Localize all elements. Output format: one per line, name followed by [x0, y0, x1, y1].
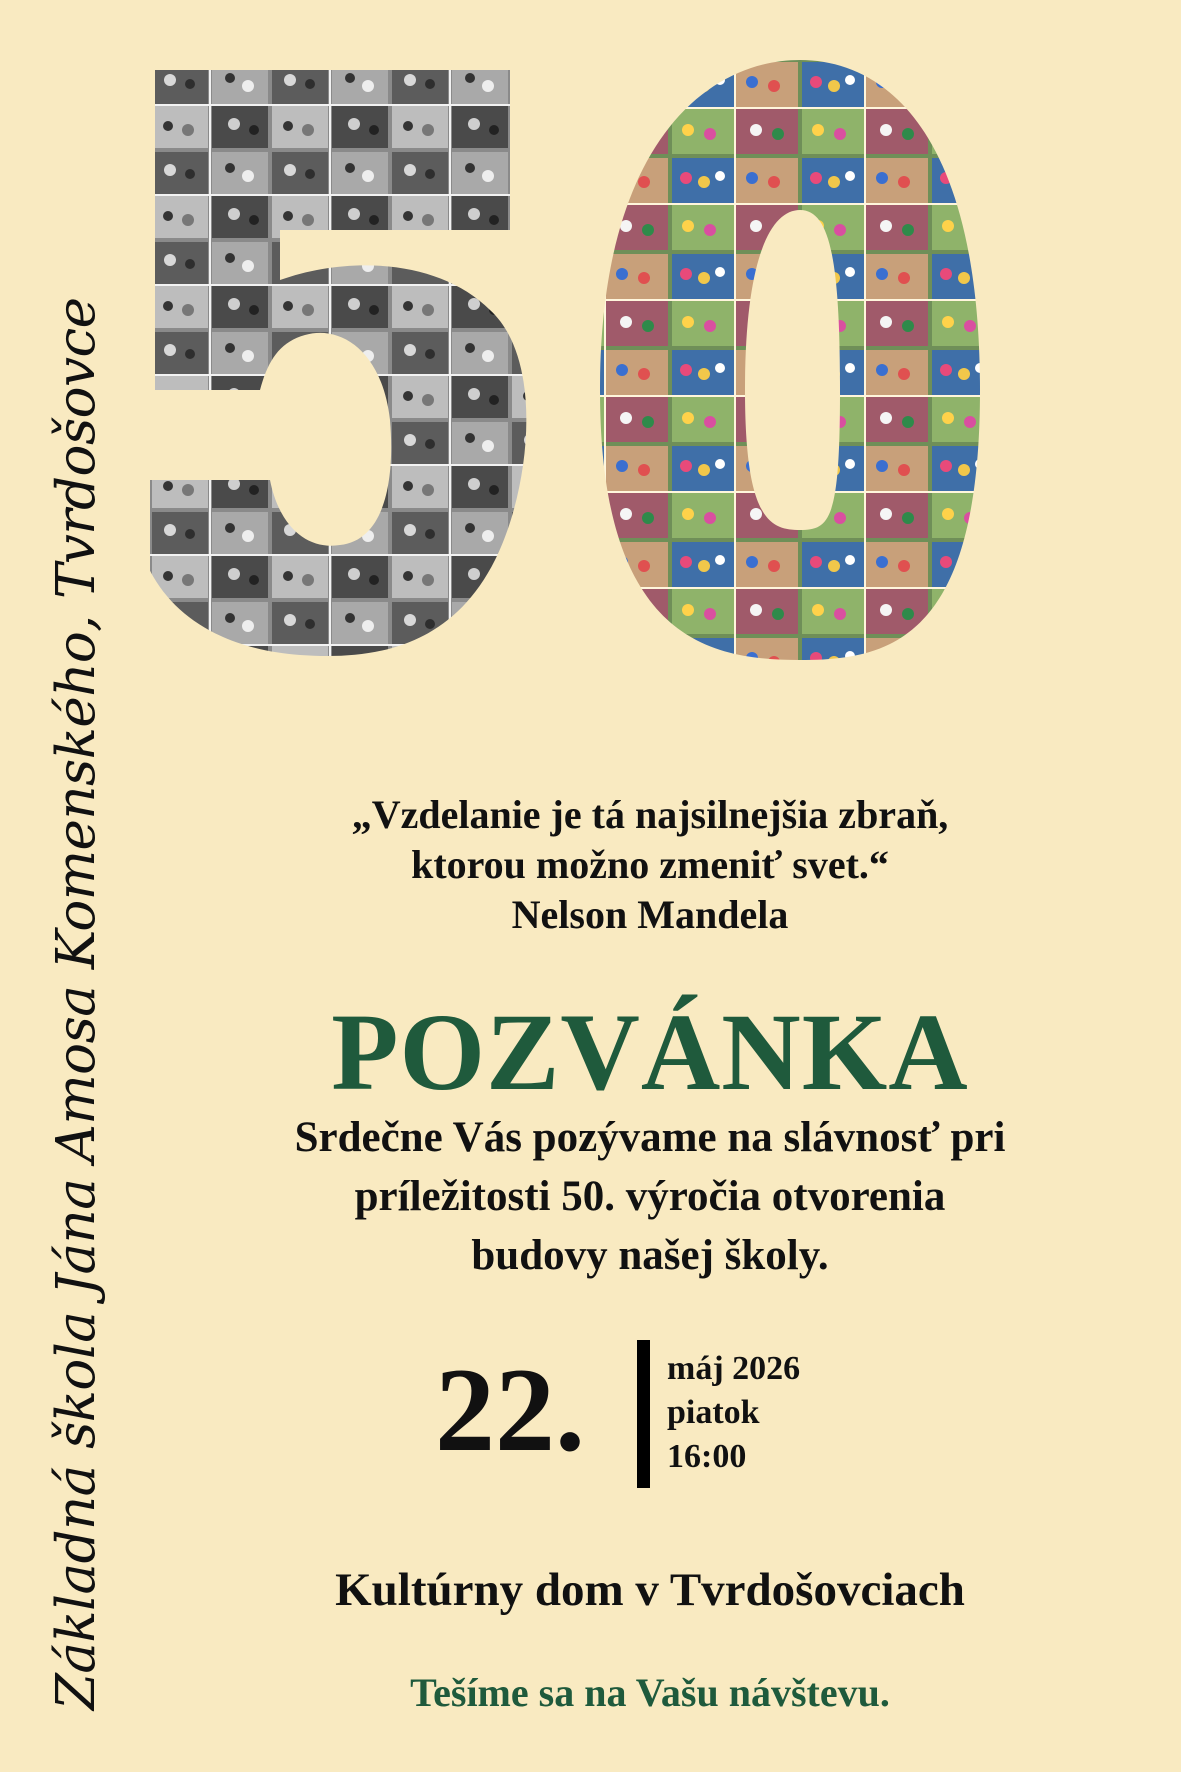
event-month-year: máj 2026 [667, 1350, 801, 1387]
photo-collage-50 [150, 60, 1110, 760]
closing-line: Tešíme sa na Vašu návštevu. [410, 1670, 890, 1715]
invitation-line-3: budovy našej školy. [471, 1232, 829, 1279]
event-time: 16:00 [667, 1438, 747, 1475]
invitation-line-2: príležitosti 50. výročia otvorenia [354, 1173, 946, 1220]
event-day: 22. [435, 1343, 585, 1476]
event-venue: Kultúrny dom v Tvrdošovciach [335, 1564, 965, 1616]
digit-five [150, 70, 526, 656]
event-weekday: piatok [667, 1394, 760, 1431]
invitation-heading: POZVÁNKA [331, 991, 969, 1113]
date-divider [637, 1340, 650, 1488]
digit-zero [600, 60, 980, 660]
school-name-vertical: Základná škola Jána Amosa Komenského, Tvrdošovce [46, 297, 107, 1710]
quote-line-2: ktorou možno zmeniť svet.“ [411, 842, 889, 887]
invitation-line-1: Srdečne Vás pozývame na slávnosť pri [294, 1114, 1006, 1161]
quote-line-1: „Vzdelanie je tá najsilnejšia zbraň, [351, 792, 949, 837]
invitation-text [150, 1108, 1150, 1285]
quote-block [200, 790, 1100, 940]
quote-author: Nelson Mandela [511, 892, 789, 937]
event-details [667, 1347, 800, 1479]
